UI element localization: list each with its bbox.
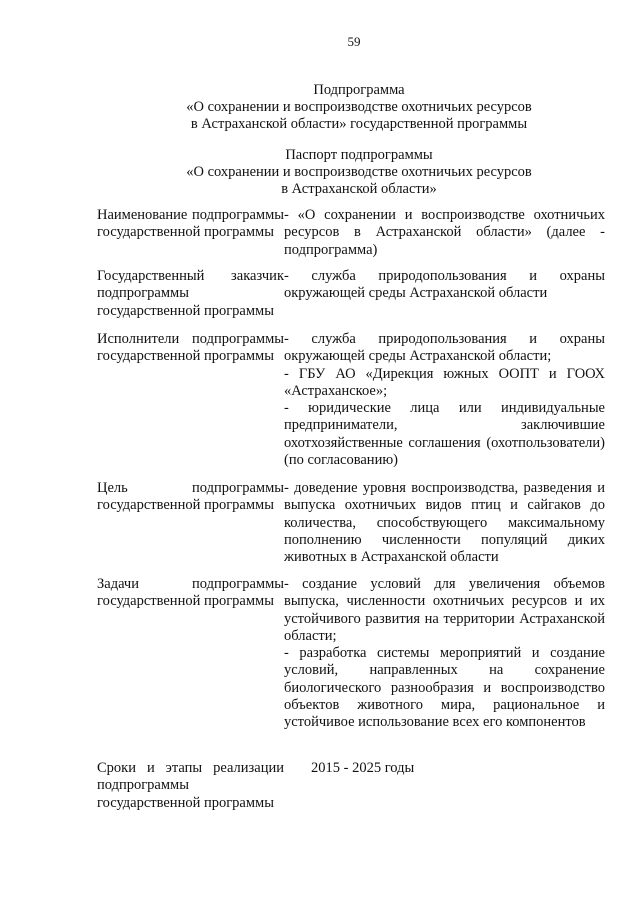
passport-row-name: [97, 207, 607, 259]
row-value-item: - служба природопользования и охраны окружающей среды Астраханской области;: [284, 331, 605, 365]
row-value: [284, 268, 605, 320]
row-label: Наименование подпрограммы государственной программы: [97, 207, 284, 241]
passport-row-executors: [97, 331, 607, 469]
row-label: Цель подпрограммы государственной программы: [97, 480, 284, 514]
row-value-item: 2015 - 2025 годы: [311, 760, 415, 776]
passport-row-goal: [97, 480, 607, 566]
page-number: 59: [347, 34, 361, 49]
subprogram-heading-line-1: Подпрограмма: [313, 82, 405, 98]
row-value: [284, 760, 605, 812]
row-label: Задачи подпрограммы государственной программы: [97, 576, 284, 610]
row-value-item: - разработка системы мероприятий и создание условий, направленных на сохранение биологического разнообразия и воспроизводство объектов животного мира, рациональное и устойчивое использование всех его компонентов: [284, 645, 605, 731]
row-value: [284, 480, 605, 566]
row-label: Государственный заказчик подпрограммы государственной программы: [97, 268, 284, 319]
passport-row-terms: [97, 760, 607, 812]
row-value-item: - ГБУ АО «Дирекция южных ООПТ и ГООХ «Астраханское»;: [284, 365, 605, 399]
row-label: Сроки и этапы реализации подпрограммы государственной программы: [97, 760, 284, 811]
row-label: Исполнители подпрограммы государственной программы: [97, 331, 284, 365]
row-value-item: - доведение уровня воспроизводства, разведения и выпуска охотничьих видов птиц и сайгаков до количества, способствующего максимальному пополнению численности популяций диких животных в Астраханской области: [284, 480, 605, 566]
subprogram-heading-line-3: в Астраханской области» государственной программы: [190, 116, 528, 132]
subprogram-heading-line-2: «О сохранении и воспроизводстве охотничьих ресурсов: [186, 99, 532, 115]
row-value-item: - создание условий для увеличения объемов выпуска, численности охотничьих ресурсов и их устойчивого развития на территории Астраханской области;: [284, 576, 605, 644]
passport-heading-line-1: Паспорт подпрограммы: [285, 147, 433, 163]
row-value: [284, 576, 605, 732]
subprogram-heading: [0, 82, 640, 133]
passport-heading: [0, 147, 640, 198]
row-value: [284, 331, 605, 469]
row-value-item: - юридические лица или индивидуальные предприниматели, заключившие охотхозяйственные соглашения (охотпользователи) (по согласованию): [284, 400, 605, 469]
passport-heading-line-3: в Астраханской области»: [281, 181, 437, 197]
row-value-item: - служба природопользования и охраны окружающей среды Астраханской области: [284, 268, 605, 302]
row-value-item: - «О сохранении и воспроизводстве охотничьих ресурсов в Астраханской области» (далее - подпрограмма): [284, 207, 605, 258]
passport-row-tasks: [97, 576, 607, 732]
passport-heading-line-2: «О сохранении и воспроизводстве охотничьих ресурсов: [186, 164, 532, 180]
row-value: [284, 207, 605, 259]
passport-row-customer: [97, 268, 607, 320]
